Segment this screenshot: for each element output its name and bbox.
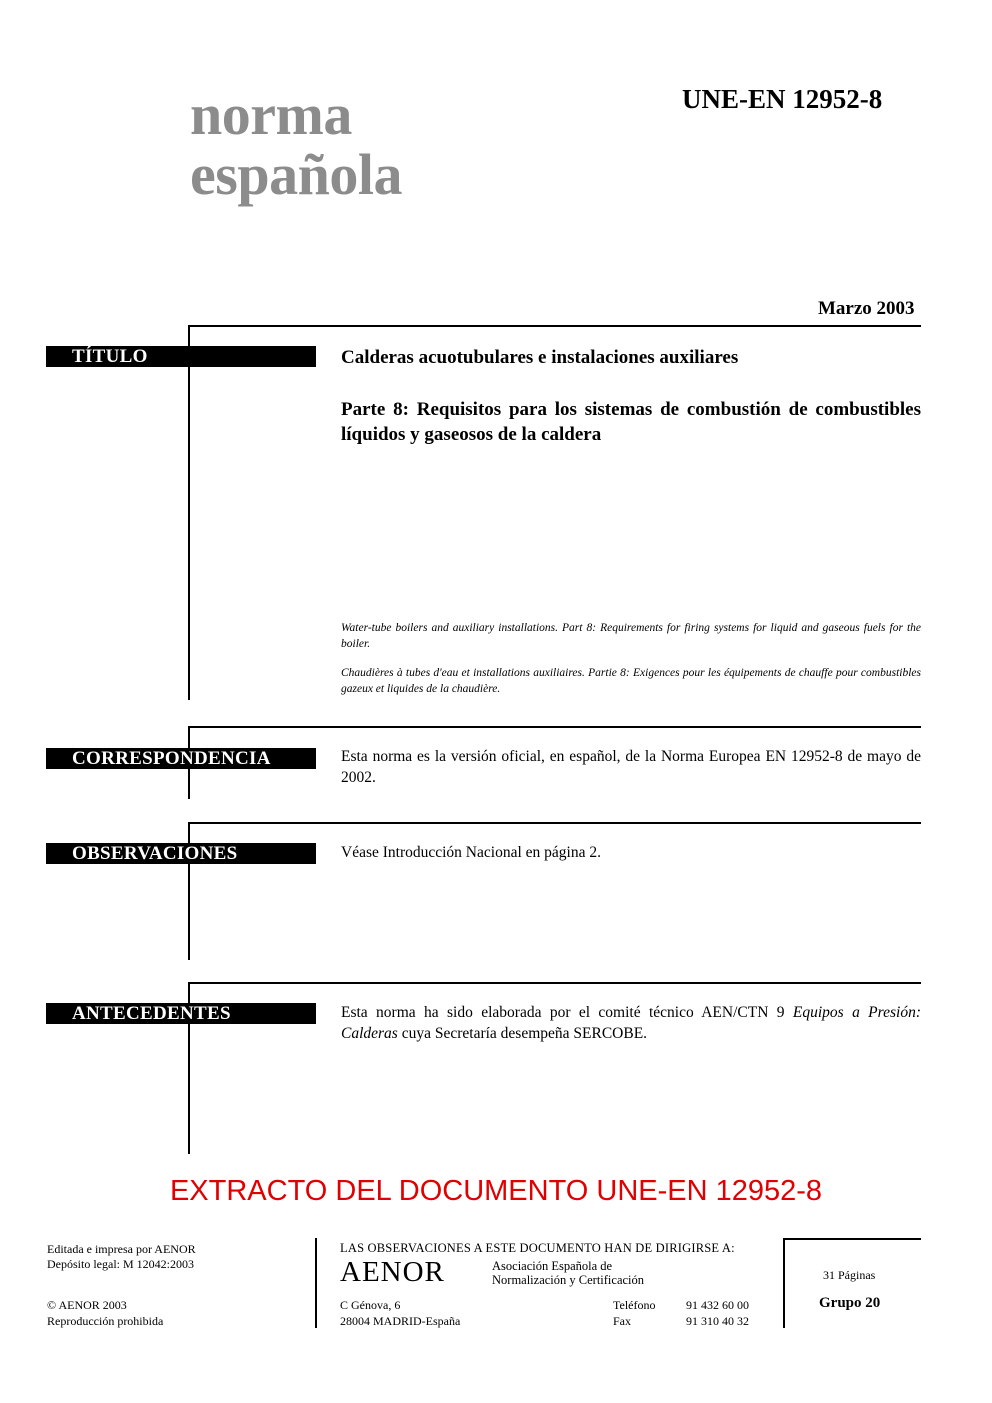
aenor-name-line1: Asociación Española de (492, 1259, 613, 1273)
footer-divider-right (783, 1238, 785, 1328)
standard-code: UNE-EN 12952-8 (682, 84, 883, 114)
observaciones-text: Véase Introducción Nacional en página 2. (341, 844, 601, 861)
antecedentes-text-start: Esta norma ha sido elaborada por el comité técnico AEN/CTN 9 (341, 1004, 793, 1021)
section-label-titulo: TÍTULO (46, 346, 316, 367)
page-count: 31 Páginas (823, 1268, 876, 1282)
phone-label: Teléfono (613, 1298, 656, 1312)
antecedentes-text-end: cuya Secretaría desempeña SERCOBE. (397, 1025, 648, 1042)
aenor-name-line2: Normalización y Certificación (492, 1273, 645, 1287)
footer-copyright: © AENOR 2003 (47, 1298, 127, 1312)
observations-heading: LAS OBSERVACIONES A ESTE DOCUMENTO HAN DE DIRIGIRSE A: (340, 1241, 735, 1255)
address-street: C Génova, 6 (340, 1298, 401, 1312)
title-english: Water-tube boilers and auxiliary installations. Part 8: Requirements for firing systems for liquid and gaseous fuels for the boiler. (341, 622, 921, 650)
title-sub: Parte 8: Requisitos para los sistemas de combustión de combustibles líquidos y gaseosos de la caldera (341, 399, 921, 445)
phone-value: 91 432 60 00 (686, 1298, 749, 1312)
divider-correspondencia (188, 726, 921, 728)
aenor-logo: AENOR (340, 1256, 445, 1288)
footer-box-top (783, 1238, 921, 1240)
divider-observaciones (188, 822, 921, 824)
footer-edited: Editada e impresa por AENOR (47, 1242, 196, 1256)
aenor-name (492, 1259, 644, 1287)
footer-reproduction: Reproducción prohibida (47, 1314, 164, 1328)
section-label-correspondencia: CORRESPONDENCIA (46, 748, 316, 769)
divider-titulo (188, 325, 921, 327)
footer-divider-left (315, 1238, 317, 1328)
vertical-rule-titulo (188, 325, 190, 700)
publication-date: Marzo 2003 (818, 298, 915, 319)
title-french: Chaudières à tubes d'eau et installations auxiliaires. Partie 8: Exigences pour les équipements de chauffe pour combustibles gazeux et liquides de la chaudière. (341, 667, 921, 695)
extract-notice: EXTRACTO DEL DOCUMENTO UNE-EN 12952-8 (169, 1175, 823, 1207)
antecedentes-committee-name: Equipos a Presión: Calderas (341, 1004, 921, 1042)
footer-deposit: Depósito legal: M 12042:2003 (47, 1257, 194, 1271)
brand-espanola: española (190, 142, 402, 207)
price-group: Grupo 20 (819, 1295, 881, 1311)
address-city: 28004 MADRID-España (340, 1314, 461, 1328)
section-label-antecedentes: ANTECEDENTES (46, 1003, 316, 1024)
fax-value: 91 310 40 32 (686, 1314, 749, 1328)
brand-norma: norma (190, 82, 352, 147)
antecedentes-text (341, 1002, 921, 1044)
divider-antecedentes (188, 982, 921, 984)
section-label-observaciones: OBSERVACIONES (46, 843, 316, 864)
correspondencia-text: Esta norma es la versión oficial, en español, de la Norma Europea EN 12952-8 de mayo de 2002. (341, 748, 921, 786)
title-main: Calderas acuotubulares e instalaciones auxiliares (341, 347, 739, 368)
fax-label: Fax (613, 1314, 631, 1328)
